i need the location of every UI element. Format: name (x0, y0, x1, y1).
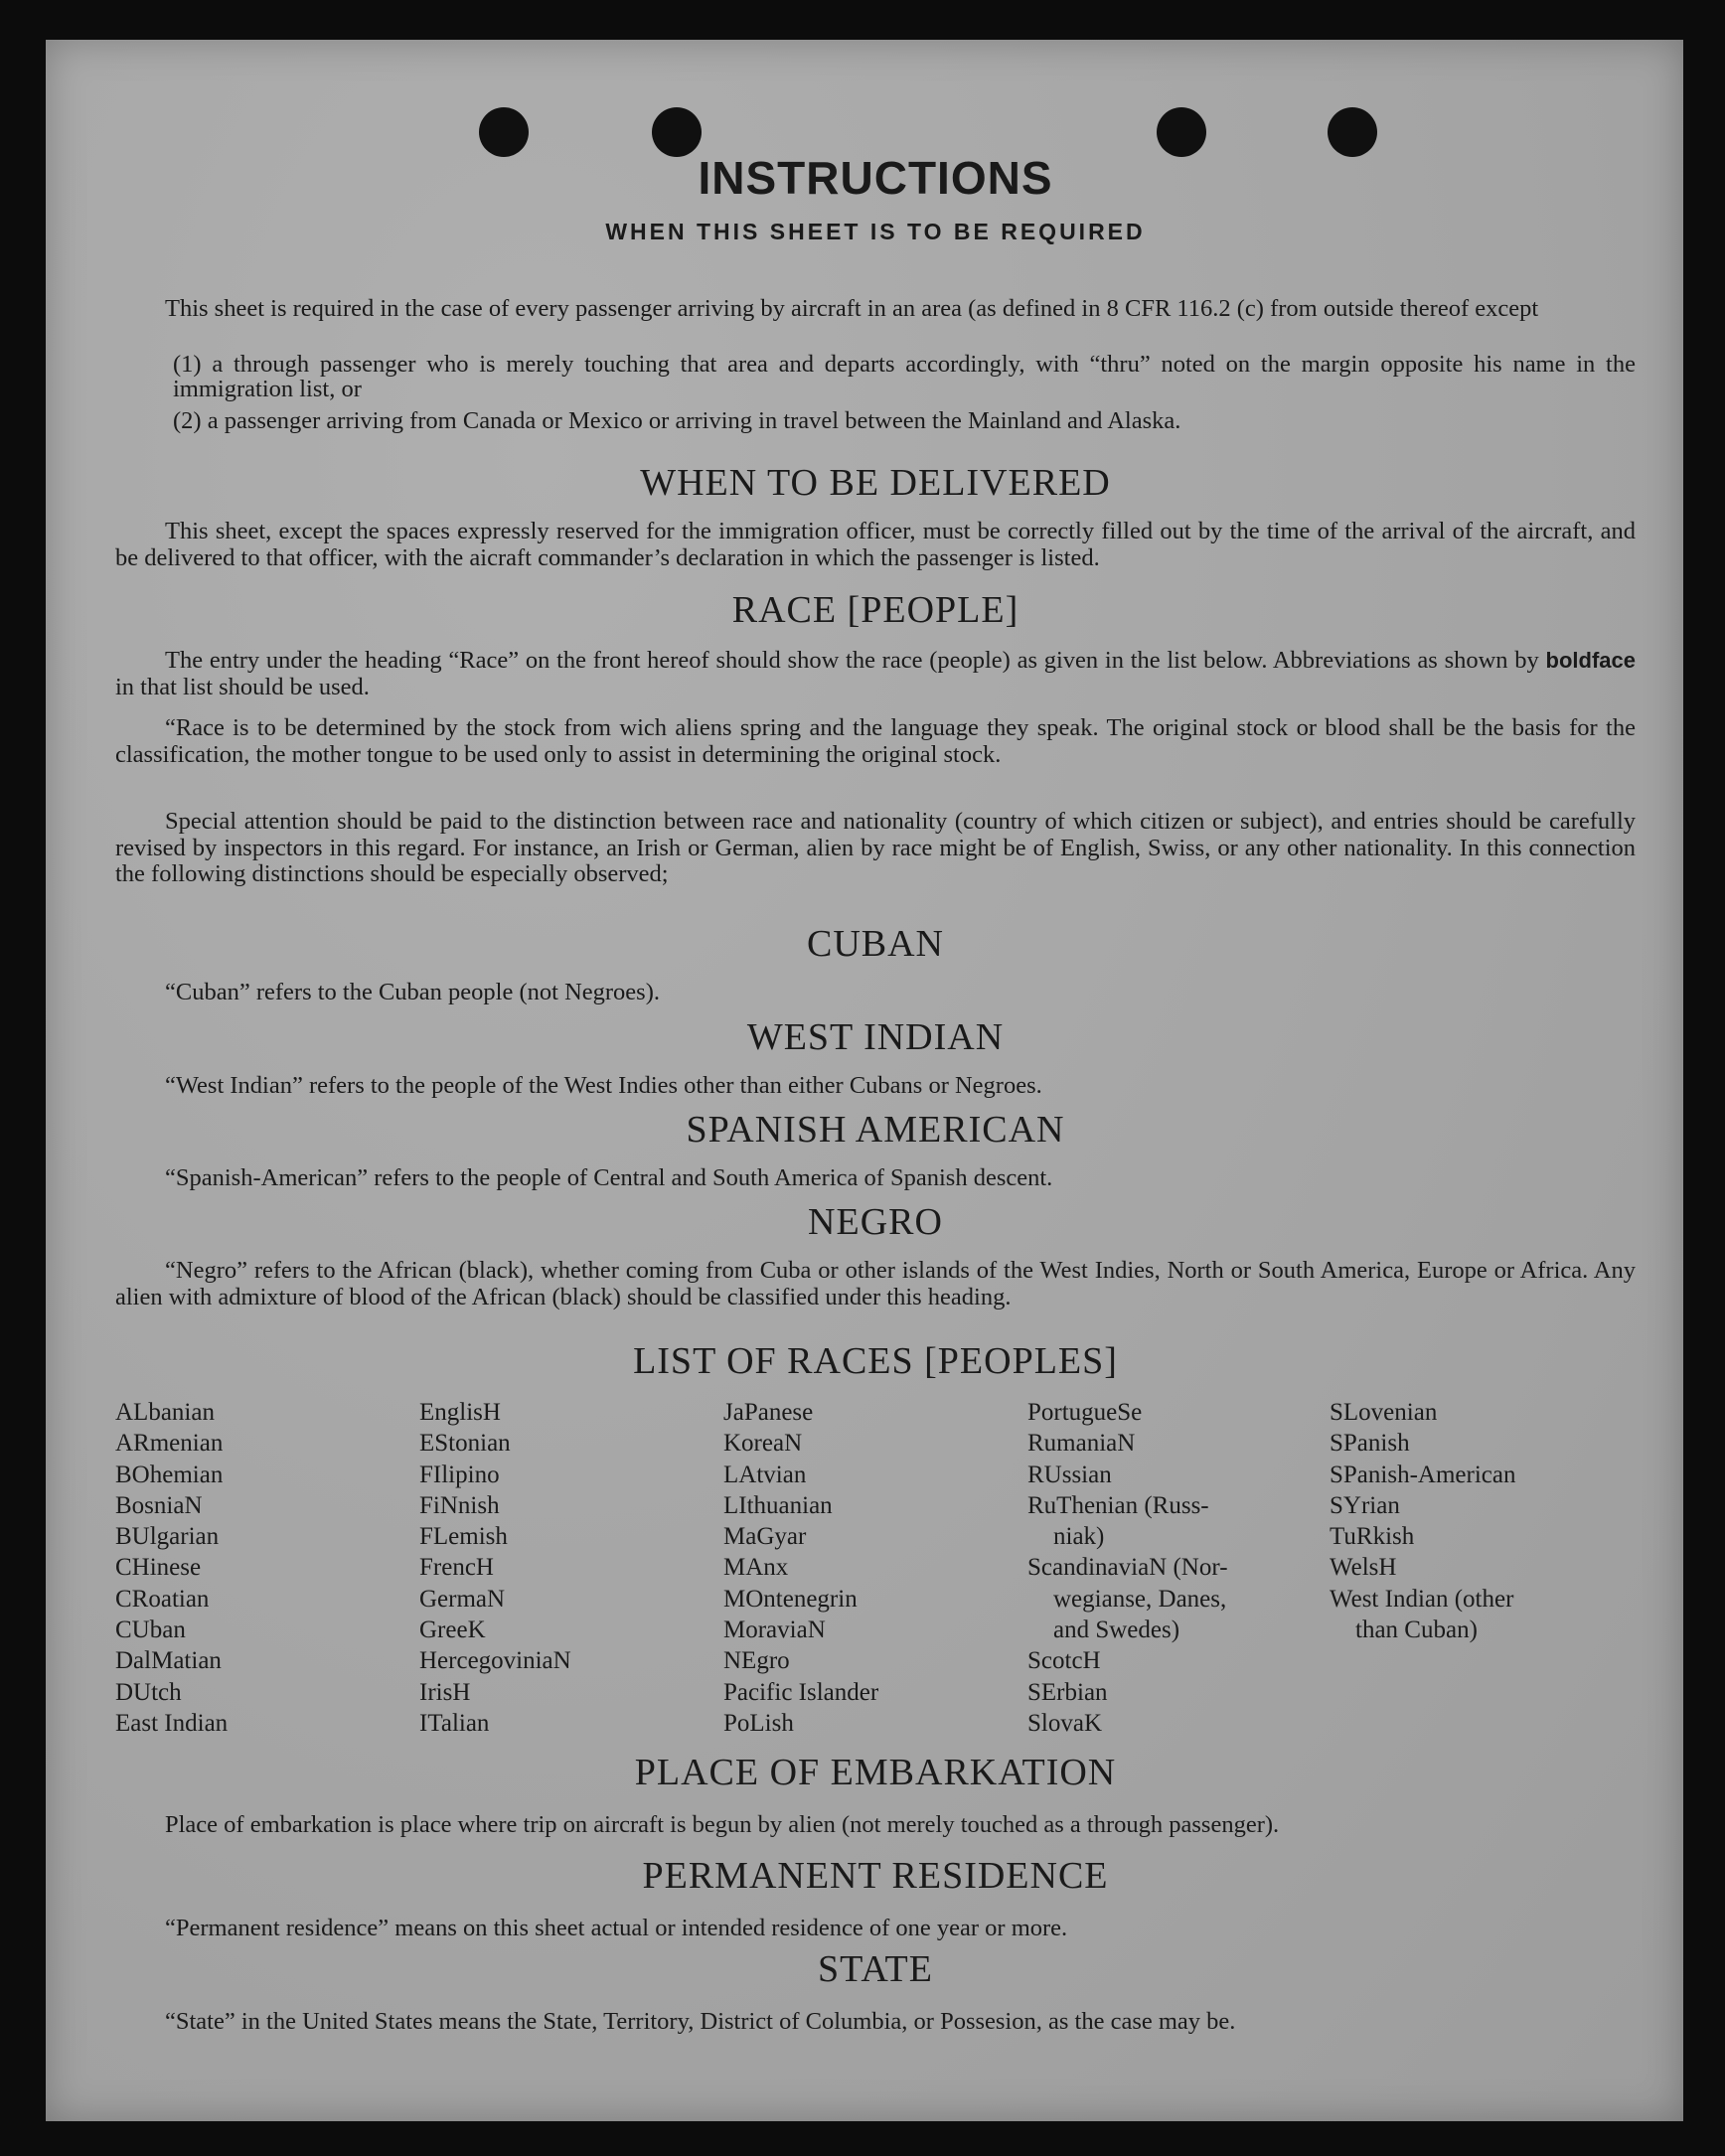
race-list-item: GreeK (419, 1617, 486, 1644)
race-paragraph-1: The entry under the heading “Race” on the front hereof should show the race (people) as given in the list below. Abbreviations as shown by boldface in that list should be used. (115, 647, 1636, 700)
heading-list-of-races: LIST OF RACES [PEOPLES] (633, 1340, 1118, 1382)
race-list-item: DalMatian (115, 1647, 222, 1675)
race-list-item: BOhemian (115, 1461, 224, 1488)
race-list-item: LIthuanian (723, 1491, 833, 1519)
race-list-item: ScotcH (1027, 1647, 1101, 1675)
heading-cuban: CUBAN (806, 923, 945, 965)
race-list-item: LAtvian (723, 1461, 807, 1488)
heading-negro: NEGRO (808, 1201, 943, 1243)
race-list-item: wegianse, Danes, (1053, 1585, 1227, 1613)
race-list-item: CHinese (115, 1554, 202, 1582)
race-list-item: KoreaN (723, 1430, 803, 1458)
negro-text: “Negro” refers to the African (black), whether coming from Cuba or other islands of the West Indies, North or South America, Europe or Africa. Any alien with admixture of blood of the African (black) should be classified under this heading. (115, 1257, 1636, 1310)
required-intro: This sheet is required in the case of every passenger arriving by aircraft in an area (as defined in 8 CFR 116.2 (c) from outside thereof except (165, 295, 1539, 322)
boldface-word: boldface (1545, 648, 1636, 673)
state-text: “State” in the United States means the State, Territory, District of Columbia, or Possesion, as the case may be. (165, 2008, 1236, 2035)
race-list-item: BosniaN (115, 1491, 203, 1519)
west-indian-text: “West Indian” refers to the people of the West Indies other than either Cubans or Negroes. (165, 1072, 1042, 1099)
race-list-item: EnglisH (419, 1399, 501, 1426)
heading-spanish-american: SPANISH AMERICAN (686, 1109, 1065, 1151)
race-list-item: NEgro (723, 1647, 790, 1675)
race-list-item: East Indian (115, 1709, 229, 1737)
heading-permanent-residence: PERMANENT RESIDENCE (642, 1855, 1109, 1897)
heading-place-of-embarkation: PLACE OF EMBARKATION (634, 1752, 1117, 1793)
delivered-text: This sheet, except the spaces expressly reserved for the immigration officer, must be correctly filled out by the time of the arrival of the aircraft, and be delivered to that officer, with the aicraft commander’s declaration in which the passenger is listed. (115, 518, 1636, 571)
race-list-item: niak) (1053, 1523, 1105, 1551)
race-list-item: FLemish (419, 1523, 508, 1551)
race-list-item: ARmenian (115, 1430, 224, 1458)
race-list-item: ITalian (419, 1709, 490, 1737)
document-sheet (46, 40, 1683, 2121)
race-list-item: WelsH (1330, 1554, 1397, 1582)
punch-hole (1328, 107, 1377, 157)
race-list-item: HercegoviniaN (419, 1647, 571, 1675)
punch-hole (652, 107, 702, 157)
race-list-item: RuThenian (Russ- (1027, 1491, 1209, 1519)
race-list-item: MAnx (723, 1554, 789, 1582)
race-list-item: than Cuban) (1355, 1617, 1478, 1644)
race-list-item: MaGyar (723, 1523, 807, 1551)
page-title: INSTRUCTIONS (698, 152, 1053, 204)
punch-hole (1157, 107, 1206, 157)
punch-hole (479, 107, 529, 157)
race-list-item: MOntenegrin (723, 1585, 858, 1613)
heading-race: RACE [PEOPLE] (731, 589, 1019, 631)
race-list-item: FIlipino (419, 1461, 500, 1488)
race-list-item: SlovaK (1027, 1709, 1102, 1737)
race-list-item: TuRkish (1330, 1523, 1415, 1551)
spanish-american-text: “Spanish-American” refers to the people of Central and South America of Spanish descent. (165, 1164, 1053, 1191)
race-list-item: SPanish-American (1330, 1461, 1516, 1488)
race-list-item: EStonian (419, 1430, 511, 1458)
race-list-column-1 (115, 1397, 228, 1739)
race-list-item: SLovenian (1330, 1399, 1438, 1426)
race-list-column-2 (419, 1397, 571, 1739)
race-list-item: RUssian (1027, 1461, 1112, 1488)
race-list-item: SYrian (1330, 1491, 1400, 1519)
race-paragraph-2: “Race is to be determined by the stock from wich aliens spring and the language they speak. The original stock or blood shall be the basis for the classification, the mother tongue to be used only to assist in determining the original stock. (115, 714, 1636, 768)
race-list-column-4 (1027, 1397, 1228, 1739)
race-list-item: SPanish (1330, 1430, 1410, 1458)
exception-item-2: (2) a passenger arriving from Canada or Mexico or arriving in travel between the Mainland and Alaska. (173, 407, 1181, 434)
race-list-item: PoLish (723, 1709, 794, 1737)
race-list-item: BUlgarian (115, 1523, 220, 1551)
race-list-item: and Swedes) (1053, 1617, 1180, 1644)
race-list-item: ScandinaviaN (Nor- (1027, 1554, 1228, 1582)
race-list-item: ALbanian (115, 1399, 215, 1426)
heading-west-indian: WEST INDIAN (746, 1016, 1005, 1058)
embarkation-text: Place of embarkation is place where trip on aircraft is begun by alien (not merely touched as a through passenger). (165, 1811, 1280, 1838)
race-list-column-3 (723, 1397, 878, 1739)
race-list-item: Pacific Islander (723, 1678, 879, 1706)
page-subtitle: WHEN THIS SHEET IS TO BE REQUIRED (605, 219, 1146, 244)
race-list-item: DUtch (115, 1678, 182, 1706)
exception-item-1: (1) a through passenger who is merely touching that area and departs accordingly, with “thru” noted on the margin opposite his name in the immigration list, or (173, 351, 1636, 402)
race-list-item: FiNnish (419, 1491, 500, 1519)
race-list-item: JaPanese (723, 1399, 814, 1426)
race-list-item: CRoatian (115, 1585, 210, 1613)
cuban-text: “Cuban” refers to the Cuban people (not Negroes). (165, 979, 660, 1005)
race-list-item: RumaniaN (1027, 1430, 1136, 1458)
race-list-item: FrencH (419, 1554, 494, 1582)
race-list-item: PortugueSe (1027, 1399, 1143, 1426)
race-list-item: SErbian (1027, 1678, 1108, 1706)
race-list-item: GermaN (419, 1585, 506, 1613)
race-list-item: West Indian (other (1330, 1585, 1514, 1613)
residence-text: “Permanent residence” means on this sheet actual or intended residence of one year or more. (165, 1915, 1068, 1941)
race-list-item: CUban (115, 1617, 186, 1644)
race-list-item: IrisH (419, 1678, 471, 1706)
heading-state: STATE (818, 1948, 933, 1990)
heading-when-delivered: WHEN TO BE DELIVERED (640, 462, 1111, 504)
race-paragraph-3: Special attention should be paid to the distinction between race and nationality (country of which citizen or subject), and entries should be carefully revised by inspectors in this regard. For instance, an Irish or German, alien by race might be of English, Swiss, or any other nationality. In this connection the following distinctions should be especially observed; (115, 808, 1636, 887)
race-list-item: MoraviaN (723, 1617, 826, 1644)
race-list-column-5 (1330, 1397, 1515, 1645)
